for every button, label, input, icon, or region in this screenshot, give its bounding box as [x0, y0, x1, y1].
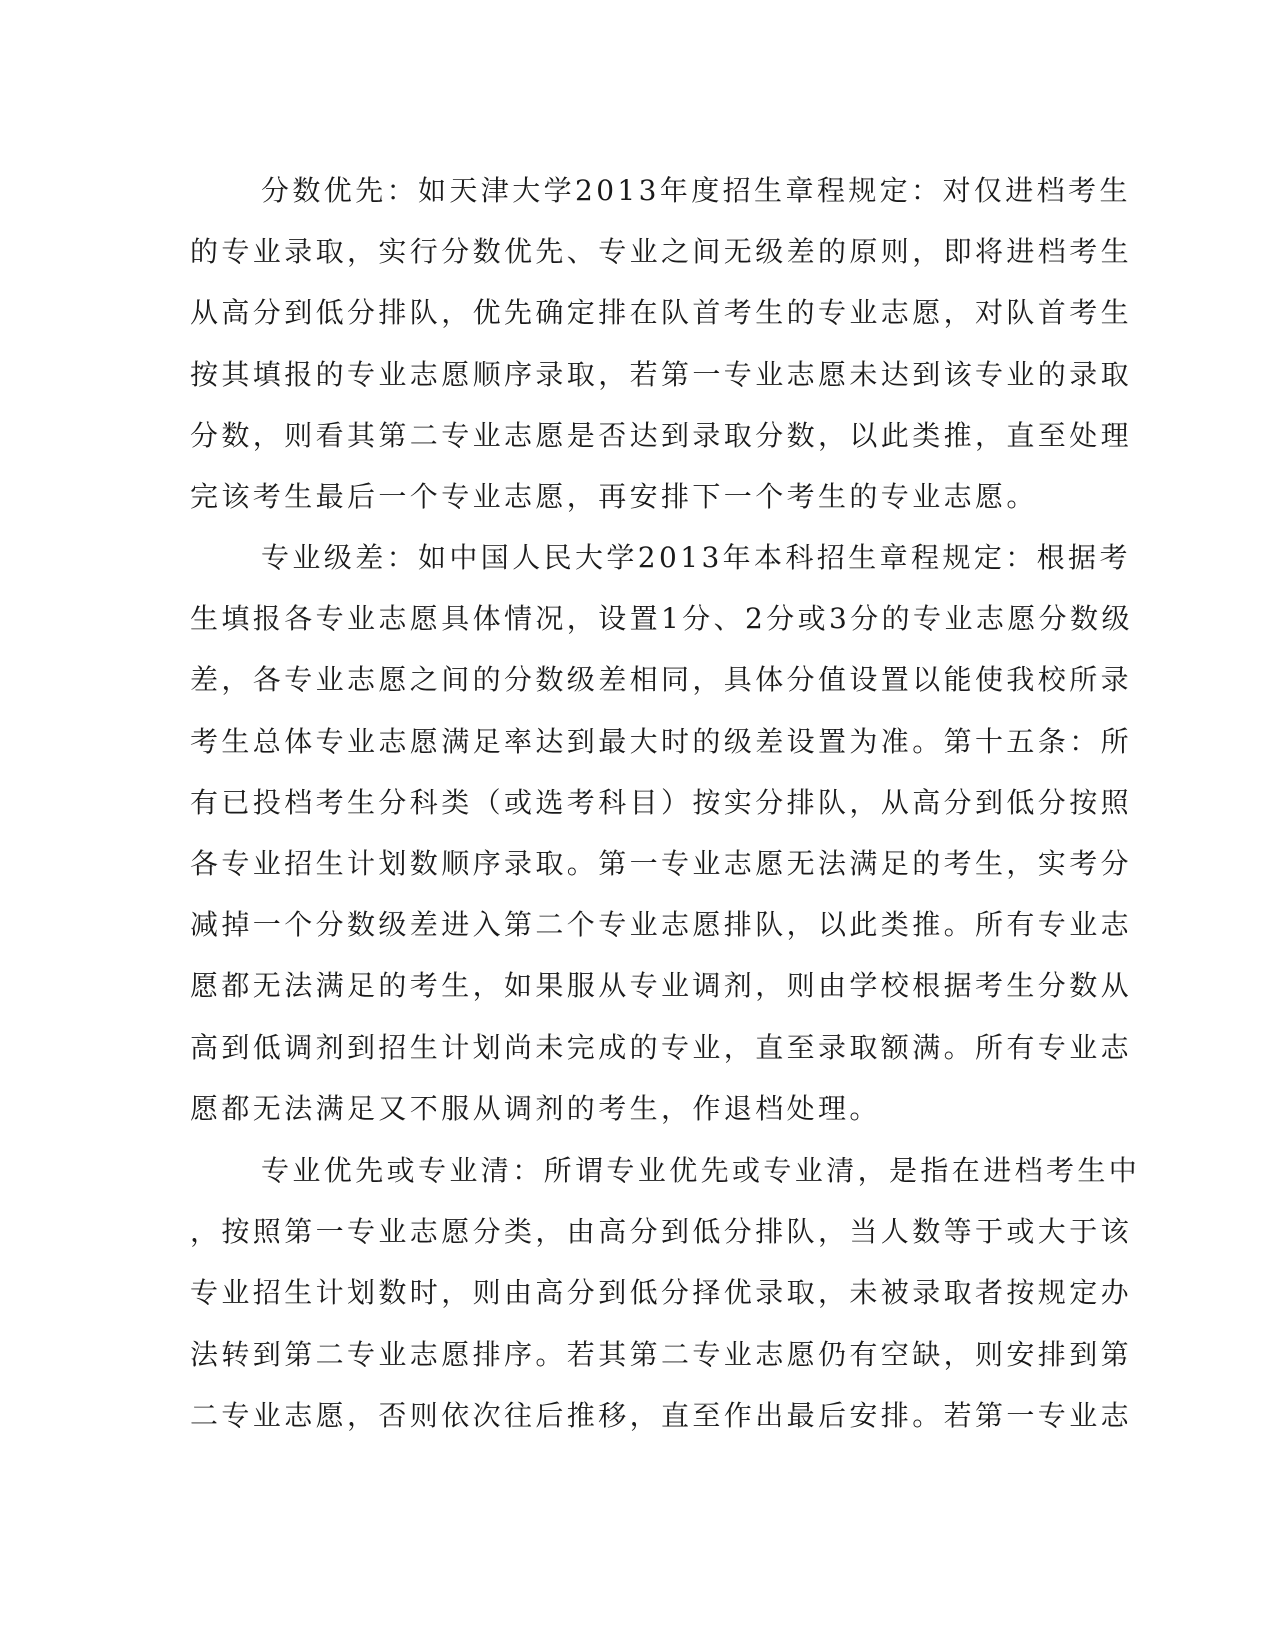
text-line: 愿都无法满足的考生，如果服从专业调剂，则由学校根据考生分数从 [190, 969, 1133, 1003]
text-line: 分数优先：如天津大学2013年度招生章程规定：对仅进档考生 [261, 174, 1131, 207]
paragraph-major-priority [190, 1140, 1141, 1446]
text-line: 完该考生最后一个专业志愿，再安排下一个考生的专业志愿。 [190, 479, 1038, 513]
text-line: 分数，则看其第二专业志愿是否达到录取分数，以此类推，直至处理 [190, 418, 1133, 452]
text-line: ，按照第一专业志愿分类，由高分到低分排队，当人数等于或大于该 [190, 1215, 1133, 1249]
text-line: 专业级差：如中国人民大学2013年本科招生章程规定：根据考 [261, 541, 1131, 574]
paragraph-score-priority [190, 160, 1133, 527]
text-line: 专业优先或专业清：所谓专业优先或专业清，是指在进档考生中 [261, 1154, 1141, 1187]
text-line: 差，各专业志愿之间的分数级差相同，具体分值设置以能使我校所录 [190, 663, 1133, 697]
text-line: 按其填报的专业志愿顺序录取，若第一专业志愿未达到该专业的录取 [190, 357, 1133, 391]
text-line: 各专业招生计划数顺序录取。第一专业志愿无法满足的考生，实考分 [190, 846, 1133, 880]
text-line: 减掉一个分数级差进入第二个专业志愿排队，以此类推。所有专业志 [190, 908, 1133, 942]
paragraph-major-gap [190, 527, 1133, 1139]
text-line: 生填报各专业志愿具体情况，设置1分、2分或3分的专业志愿分数级 [190, 602, 1133, 636]
text-line: 二专业志愿，否则依次往后推移，直至作出最后安排。若第一专业志 [190, 1398, 1133, 1432]
text-line: 专业招生计划数时，则由高分到低分择优录取，未被录取者按规定办 [190, 1276, 1133, 1310]
text-line: 愿都无法满足又不服从调剂的考生，作退档处理。 [190, 1091, 881, 1125]
text-line: 考生总体专业志愿满足率达到最大时的级差设置为准。第十五条：所 [190, 724, 1133, 758]
text-line: 有已投档考生分科类（或选考科目）按实分排队，从高分到低分按照 [190, 785, 1133, 819]
text-line: 的专业录取，实行分数优先、专业之间无级差的原则，即将进档考生 [190, 235, 1133, 269]
text-line: 高到低调剂到招生计划尚未完成的专业，直至录取额满。所有专业志 [190, 1030, 1133, 1064]
text-line: 法转到第二专业志愿排序。若其第二专业志愿仍有空缺，则安排到第 [190, 1337, 1133, 1371]
text-line: 从高分到低分排队，优先确定排在队首考生的专业志愿，对队首考生 [190, 296, 1133, 330]
